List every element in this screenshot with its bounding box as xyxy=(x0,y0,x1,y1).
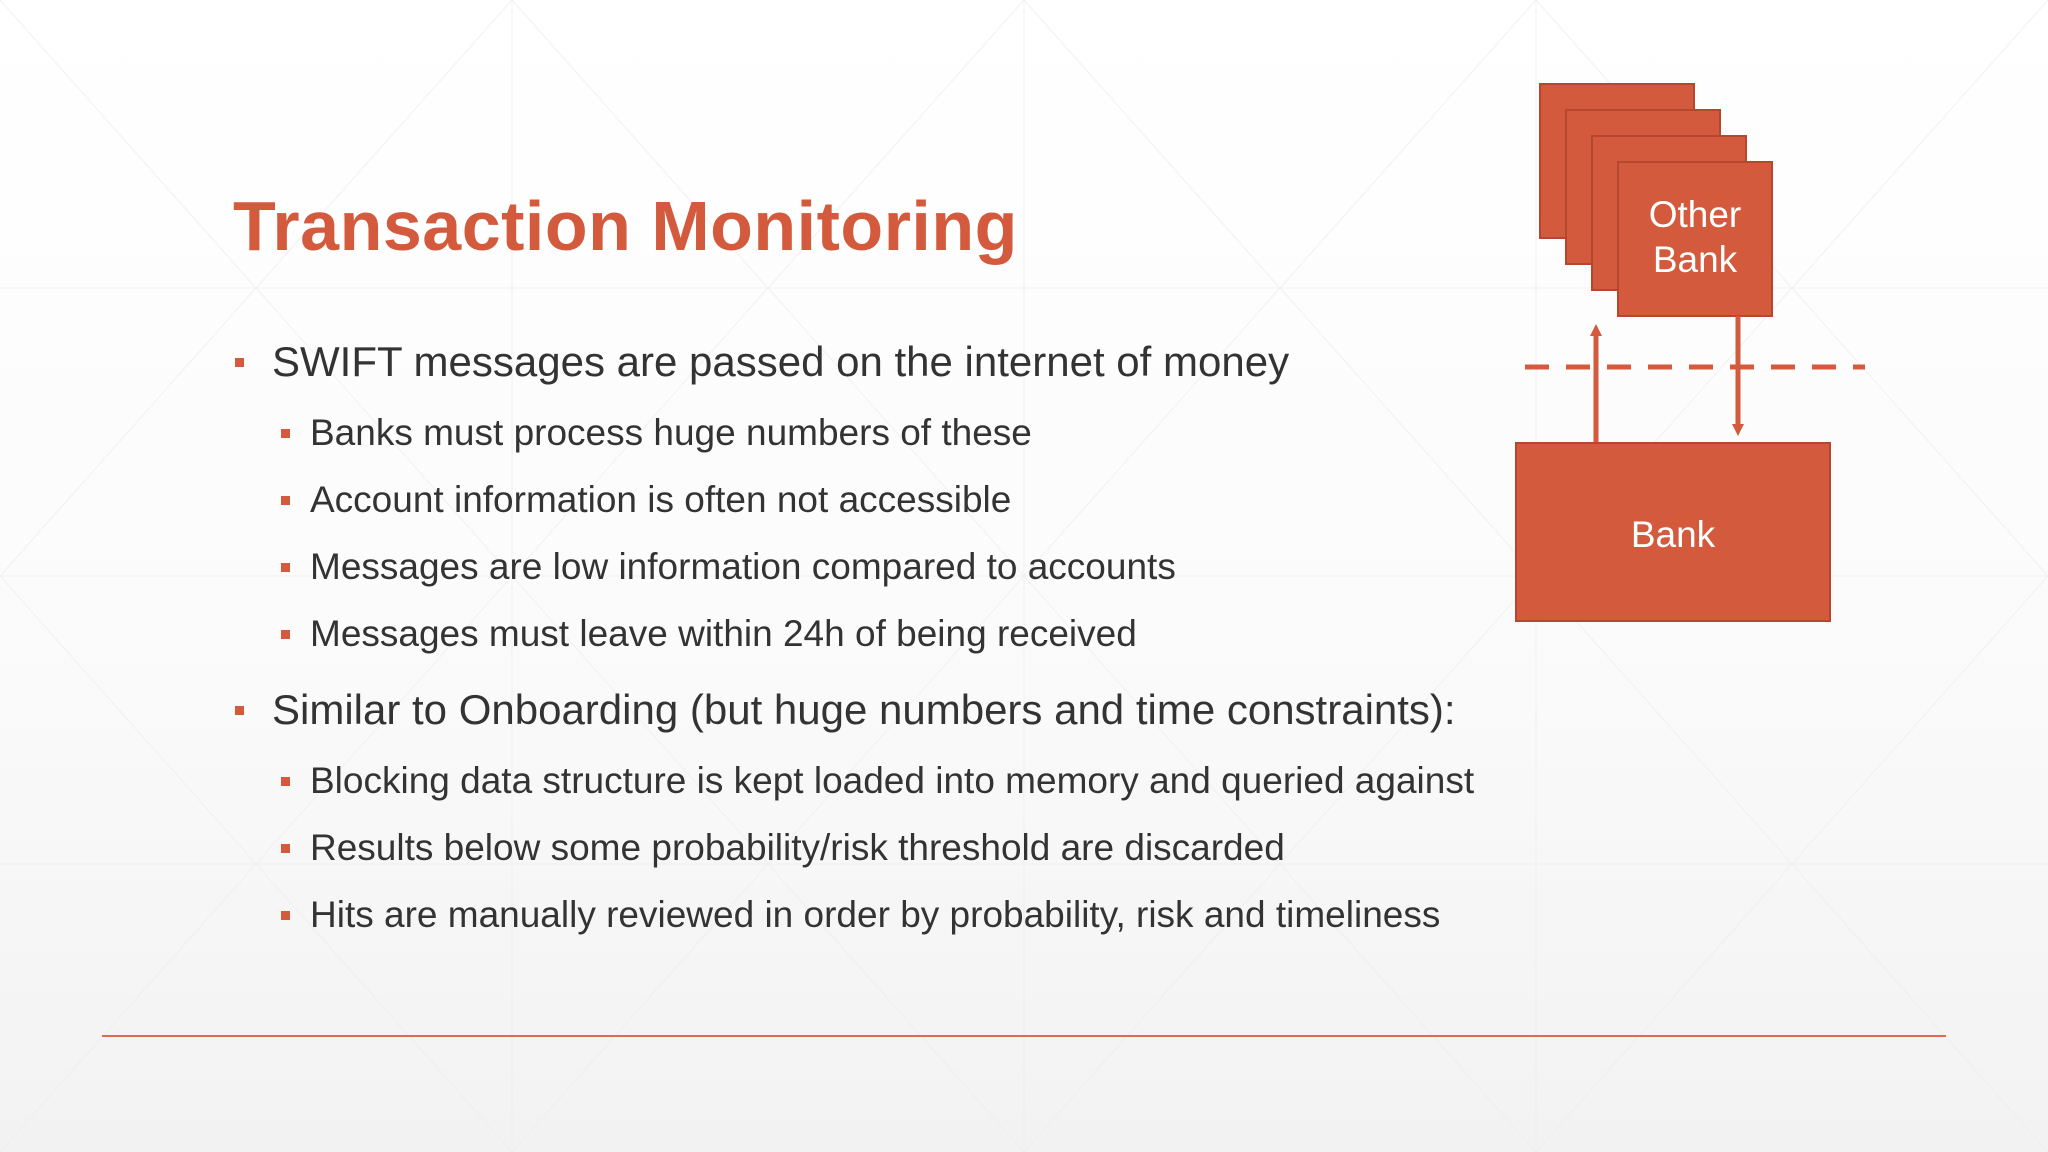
bullet-square-icon xyxy=(235,358,244,367)
footer-divider xyxy=(102,1035,1946,1037)
bullet-level-2 xyxy=(233,758,1573,803)
slide-title: Transaction Monitoring xyxy=(233,187,1018,265)
bullet-square-icon xyxy=(281,777,290,786)
bullet-square-icon xyxy=(281,429,290,438)
bullet-text: Results below some probability/risk threshold are discarded xyxy=(310,827,1285,868)
bullet-square-icon xyxy=(281,496,290,505)
bullet-text: Blocking data structure is kept loaded into memory and queried against xyxy=(310,760,1475,801)
bullet-text: Messages must leave within 24h of being received xyxy=(310,613,1137,654)
bullet-level-2 xyxy=(233,892,1573,937)
bullet-square-icon xyxy=(281,630,290,639)
bullet-square-icon xyxy=(281,844,290,853)
bullet-list xyxy=(233,336,1573,937)
bullet-level-2 xyxy=(233,611,1573,656)
bullet-level-2 xyxy=(233,410,1573,455)
bullet-level-2 xyxy=(233,544,1573,589)
bullet-level-2 xyxy=(233,477,1573,522)
other-bank-label-line1: Other xyxy=(1648,194,1742,235)
bullet-square-icon xyxy=(281,911,290,920)
bullet-text: Banks must process huge numbers of these xyxy=(310,412,1032,453)
bullet-text: Similar to Onboarding (but huge numbers and time constraints): xyxy=(272,686,1456,733)
bullet-text: Messages are low information compared to accounts xyxy=(310,546,1176,587)
bullet-text: Hits are manually reviewed in order by probability, risk and timeliness xyxy=(310,894,1441,935)
bank-flow-diagram xyxy=(1500,70,1900,650)
bullet-text: SWIFT messages are passed on the internet of money xyxy=(272,338,1290,385)
bullet-level-2 xyxy=(233,825,1573,870)
bank-label: Bank xyxy=(1630,514,1716,555)
bullet-square-icon xyxy=(281,563,290,572)
bullet-text: Account information is often not accessible xyxy=(310,479,1012,520)
bullet-square-icon xyxy=(235,706,244,715)
bullet-level-1 xyxy=(233,336,1573,388)
bullet-level-1 xyxy=(233,684,1573,736)
other-bank-label-line2: Bank xyxy=(1652,239,1738,280)
